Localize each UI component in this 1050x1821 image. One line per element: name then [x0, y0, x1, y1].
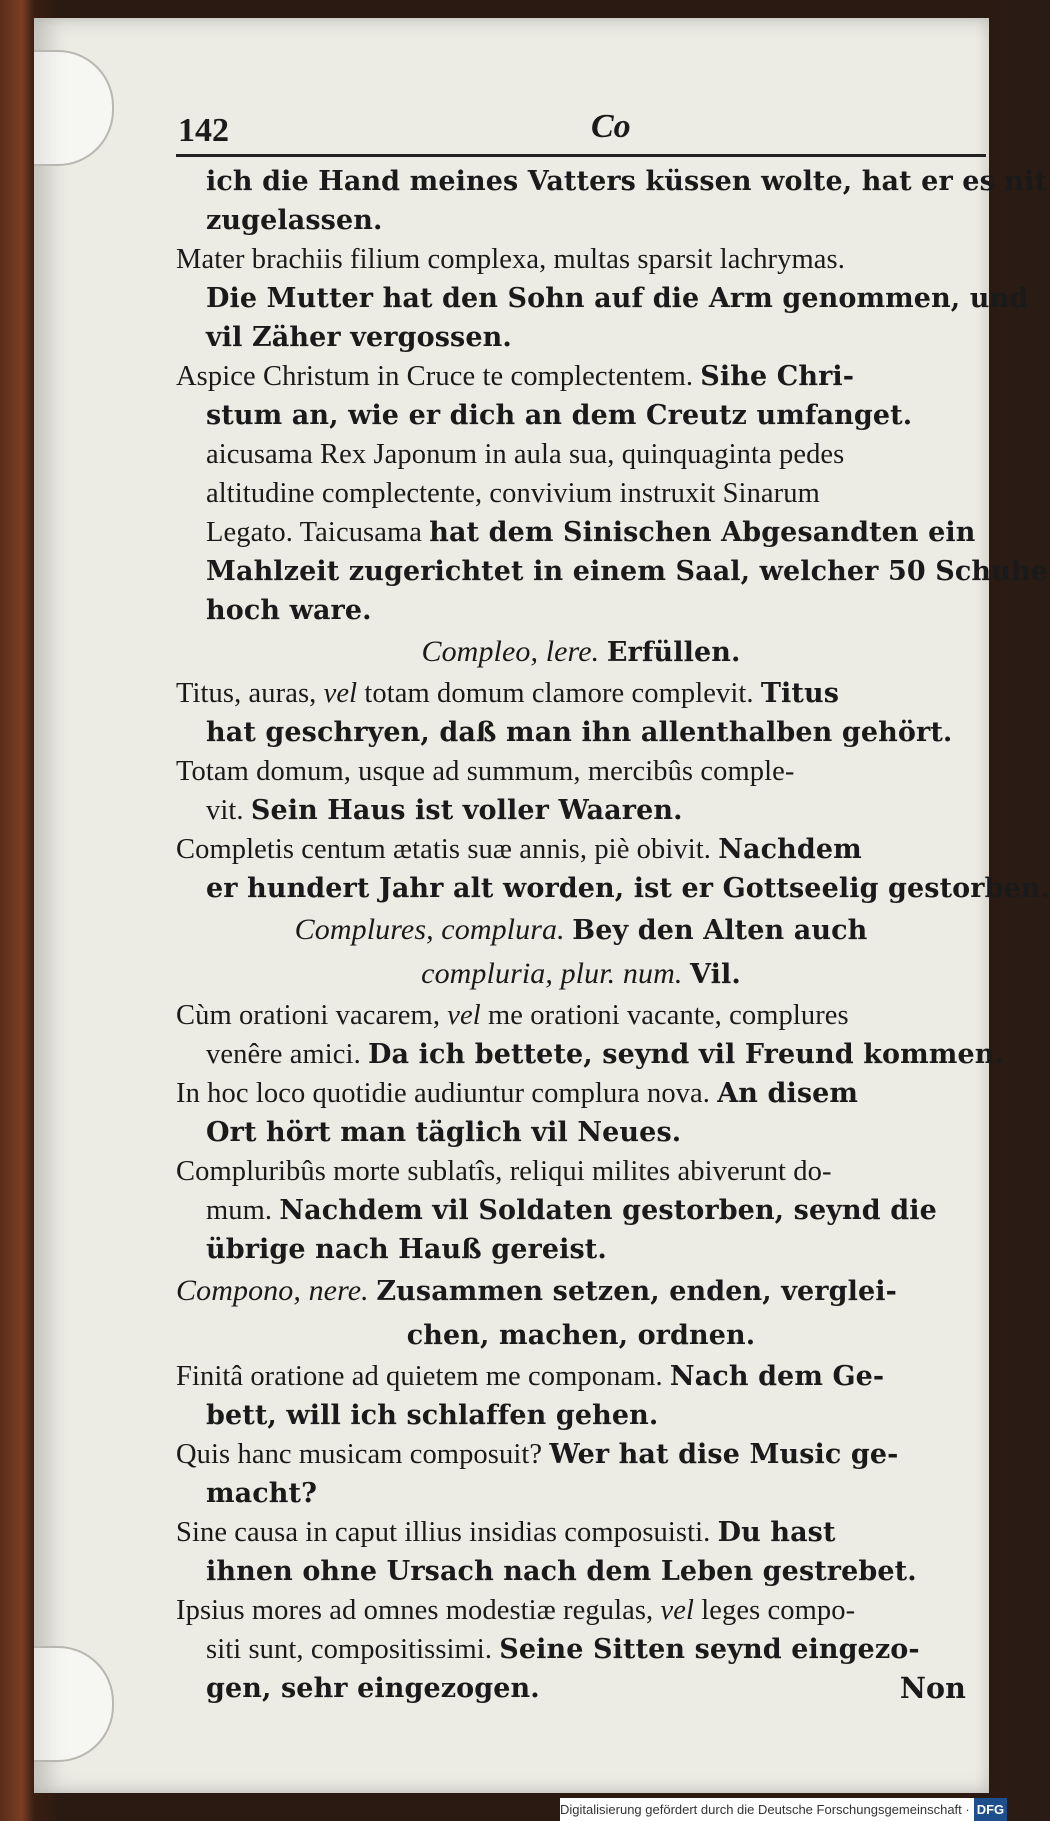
german-text: Sein Haus ist voller Waaren. [250, 795, 683, 826]
latin-text: Sine causa in caput illius insidias composuisti. [176, 1517, 718, 1548]
catchword: Non [899, 1671, 966, 1705]
text-line [176, 1552, 986, 1591]
page-clip-bottom [34, 1646, 114, 1762]
german-text: Nachdem [718, 834, 862, 865]
text-line [176, 1396, 986, 1435]
text-line [176, 396, 986, 435]
latin-text: Ipsius mores ad omnes modestiæ regulas, [176, 1595, 661, 1626]
text-line [176, 1435, 986, 1474]
german-text: Wer hat dise Music ge- [549, 1439, 899, 1470]
text-line [176, 1513, 986, 1552]
text-line [176, 830, 986, 869]
latin-lemma: vel [447, 1000, 481, 1031]
german-text: hat dem Sinischen Abgesandten ein [429, 517, 976, 548]
german-text: übrige nach Hauß gereist. [206, 1234, 607, 1265]
entry-heading-line [176, 1313, 986, 1357]
german-text: Du hast [717, 1517, 836, 1548]
german-text: gen, sehr eingezogen. [206, 1673, 540, 1704]
latin-text: Titus, auras, [176, 678, 324, 709]
latin-text: Totam domum, usque ad summum, mercibûs comple- [176, 756, 795, 787]
text-line [176, 357, 986, 396]
latin-text: leges compo- [694, 1595, 856, 1626]
text-line [176, 591, 986, 630]
running-head: Co [591, 108, 631, 145]
text-line [176, 318, 986, 357]
german-text: Seine Sitten seynd eingezo- [499, 1634, 920, 1665]
latin-text: siti sunt, compositissimi. [206, 1634, 500, 1665]
header-rule [176, 154, 986, 157]
text-line [176, 162, 1048, 201]
text-line [176, 1113, 986, 1152]
credit-text: Digitalisierung gefördert durch die Deutsche Forschungsgemeinschaft · [560, 1802, 970, 1817]
german-text: Mahlzeit zugerichtet in einem Saal, welcher 50 Schuhe [206, 556, 1048, 587]
german-text: macht? [206, 1478, 318, 1509]
latin-text: altitudine complectente, convivium instruxit Sinarum [206, 478, 820, 509]
german-text: Ort hört man täglich vil Neues. [206, 1117, 682, 1148]
page-header [146, 100, 986, 152]
german-text: ihnen ohne Ursach nach dem Leben gestrebet. [206, 1556, 917, 1587]
text-line [176, 552, 1048, 591]
text-line [176, 869, 1050, 908]
text-line [176, 674, 986, 713]
digitization-credit [560, 1798, 1005, 1821]
latin-text: Legato. Taicusama [206, 517, 430, 548]
latin-text: Aspice Christum in Cruce te complectentem. [176, 361, 701, 392]
latin-text: vit. [206, 795, 251, 826]
text-line [176, 996, 986, 1035]
text-line [176, 1669, 986, 1708]
text-line [176, 713, 986, 752]
page-number: 142 [178, 112, 229, 149]
german-text: Die Mutter hat den Sohn auf die Arm genommen, und [206, 283, 1029, 314]
text-line [176, 513, 986, 552]
text-line [176, 1152, 986, 1191]
latin-text: Compluribûs morte sublatîs, reliqui milites abiverunt do- [176, 1156, 832, 1187]
text-line [176, 1191, 986, 1230]
entry-heading-line [176, 908, 986, 952]
latin-lemma: vel [660, 1595, 695, 1626]
latin-lemma: Compono, nere. [176, 1274, 377, 1307]
text-line [176, 1591, 986, 1630]
german-text: Nach dem Ge- [669, 1361, 885, 1392]
text-line [176, 752, 986, 791]
german-text: An disem [717, 1078, 859, 1109]
latin-text: venêre amici. [206, 1039, 369, 1070]
german-text: Sihe Chri- [700, 361, 855, 392]
german-text: stum an, wie er dich an dem Creutz umfanget. [206, 400, 913, 431]
latin-text: Finitâ oratione ad quietem me componam. [176, 1361, 670, 1392]
latin-text: mum. [206, 1195, 280, 1226]
german-text: hat geschryen, daß man ihn allenthalben gehört. [206, 717, 953, 748]
latin-text: totam domum clamore complevit. [357, 678, 761, 709]
text-line [176, 791, 986, 830]
latin-lemma: Compleo, lere. [421, 635, 607, 668]
german-text: Nachdem vil Soldaten gestorben, seynd die [279, 1195, 937, 1226]
text-line [176, 474, 986, 513]
german-text: vil Zäher vergossen. [206, 322, 512, 353]
latin-lemma: compluria, plur. num. [421, 957, 691, 990]
text-line [176, 1074, 986, 1113]
latin-text: Completis centum ætatis suæ annis, piè obivit. [176, 834, 719, 865]
german-text: Da ich bettete, seynd vil Freund kommen. [368, 1039, 1004, 1070]
page-clip-top [34, 50, 114, 166]
german-text: ich die Hand meines Vatters küssen wolte, hat er es nit [206, 166, 1048, 197]
latin-text: Quis hanc musicam composuit? [176, 1439, 550, 1470]
german-text: Erfüllen. [606, 637, 741, 668]
german-text: Zusammen setzen, enden, verglei- [376, 1276, 897, 1307]
entry-heading-line [176, 1269, 986, 1313]
text-line [176, 1630, 986, 1669]
entry-heading-line [176, 952, 986, 996]
latin-text: Cùm orationi vacarem, [176, 1000, 448, 1031]
text-line [176, 1035, 1004, 1074]
latin-lemma: Complures, complura. [294, 913, 573, 946]
german-text: Vil. [690, 959, 741, 990]
dfg-logo: DFG [974, 1798, 1007, 1821]
entry-heading-line [176, 630, 986, 674]
latin-lemma: vel [323, 678, 358, 709]
german-text: Titus [760, 678, 840, 709]
text-body [176, 162, 1050, 1708]
text-line [176, 1230, 986, 1269]
latin-text: me orationi vacante, complures [480, 1000, 849, 1031]
text-line [176, 279, 1029, 318]
latin-text: aicusama Rex Japonum in aula sua, quinquaginta pedes [206, 439, 845, 470]
german-text: er hundert Jahr alt worden, ist er Gottseelig gestorben. [206, 873, 1050, 904]
latin-text: Mater brachiis filium complexa, multas sparsit lachrymas. [176, 244, 845, 275]
german-text: zugelassen. [206, 205, 383, 236]
text-line [176, 435, 986, 474]
german-text: Bey den Alten auch [572, 915, 868, 946]
german-text: hoch ware. [206, 595, 372, 626]
german-text: chen, machen, ordnen. [406, 1320, 756, 1351]
german-text: bett, will ich schlaffen gehen. [206, 1400, 659, 1431]
text-line [176, 240, 986, 279]
text-line [176, 1357, 986, 1396]
latin-text: In hoc loco quotidie audiuntur complura nova. [176, 1078, 718, 1109]
text-line [176, 201, 986, 240]
text-line [176, 1474, 986, 1513]
